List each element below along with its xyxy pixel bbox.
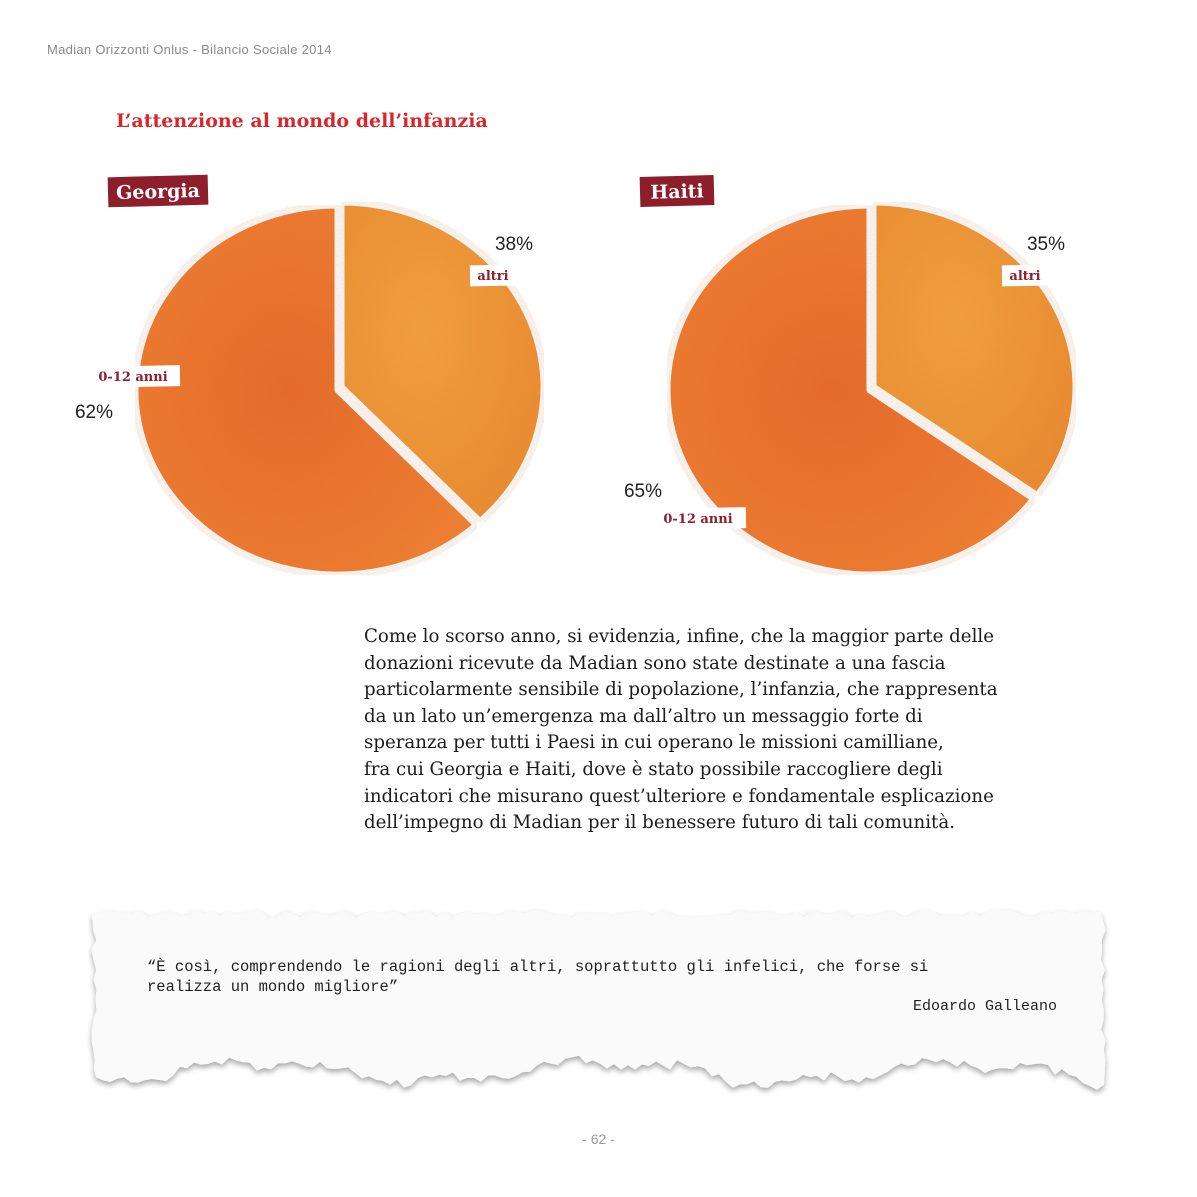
body-line: fra cui Georgia e Haiti, dove è stato possibile raccogliere degli <box>364 758 943 780</box>
section-title: L’attenzione al mondo dell’infanzia <box>116 110 488 132</box>
svg-text:altri: altri <box>1009 269 1041 284</box>
body-line: particolarmente sensibile di popolazione, l’infanzia, che rappresenta <box>364 679 998 701</box>
body-line: Come lo scorso anno, si evidenzia, infine, che la maggior parte delle <box>364 626 994 647</box>
svg-text:0-12 anni: 0-12 anni <box>663 512 733 527</box>
chart-title: Haiti <box>650 180 705 204</box>
quote-text <box>147 957 1067 997</box>
body-line: donazioni ricevute da Madian sono state destinate a una fascia <box>364 652 946 674</box>
data-label-percent: 35% <box>1026 234 1066 255</box>
quote-author: Edoardo Galleano <box>912 998 1057 1015</box>
svg-text:0-12 anni: 0-12 anni <box>98 370 168 385</box>
page-number: - 62 - <box>582 1131 615 1147</box>
running-head: Madian Orizzonti Onlus - Bilancio Sociale 2014 <box>47 42 332 57</box>
data-label-percent: 65% <box>623 481 663 502</box>
chart-title: Georgia <box>115 179 201 205</box>
data-label-percent: 62% <box>74 402 114 423</box>
body-line: speranza per tutti i Paesi in cui operano le missioni camilliane, <box>364 732 944 754</box>
quote-line: “È così, comprendendo le ragioni degli altri, soprattutto gli infelici, che forse si <box>147 958 929 976</box>
quote-line: realizza un mondo migliore” <box>147 978 399 996</box>
body-line: dell’impegno di Madian per il benessere futuro di tali comunità. <box>364 812 955 834</box>
data-label-percent: 38% <box>494 234 534 255</box>
body-line: da un lato un’emergenza ma dall’altro un messaggio forte di <box>364 705 923 727</box>
body-line: indicatori che misurano quest’ulteriore e fondamentale esplicazione <box>364 785 994 807</box>
svg-text:altri: altri <box>477 269 509 284</box>
